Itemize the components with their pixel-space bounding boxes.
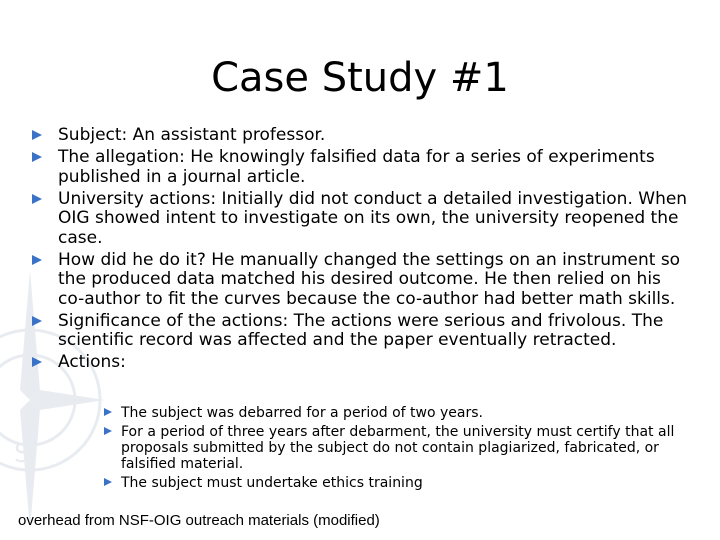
bullet-item (32, 312, 692, 351)
subbullet-item (104, 475, 684, 491)
slide-title: Case Study #1 (211, 55, 509, 101)
subbullet-text: For a period of three years after debarment, the university must certify that all proposals submitted by the subject do not contain plagiarized, fabricated, or falsified material. (121, 424, 675, 472)
footer-caption: overhead from NSF-OIG outreach materials (modified) (18, 512, 380, 529)
bullet-text: Subject: An assistant professor. (58, 125, 326, 145)
triangle-bullet-icon (104, 408, 112, 416)
subbullet-item (104, 424, 684, 472)
main-bullet-list (32, 126, 692, 375)
bullet-item (32, 251, 692, 310)
bullet-text: How did he do it? He manually changed the settings on an instrument so the produced data matched his desired outcome. He then relied on his co-author to fit the curves because the co-author had better math skills. (58, 249, 681, 309)
triangle-bullet-icon (32, 357, 42, 367)
triangle-bullet-icon (104, 427, 112, 435)
triangle-bullet-icon (104, 478, 112, 486)
bullet-text: The allegation: He knowingly falsified data for a series of experiments published in a journal article. (58, 147, 655, 187)
svg-text:S: S (14, 439, 31, 469)
bullet-item (32, 148, 692, 187)
subbullet-text: The subject was debarred for a period of two years. (121, 405, 483, 421)
triangle-bullet-icon (32, 130, 42, 140)
triangle-bullet-icon (32, 152, 42, 162)
bullet-text: University actions: Initially did not conduct a detailed investigation. When OIG showed intent to investigate on its own, the university reopened the case. (58, 188, 688, 248)
bullet-item (32, 353, 692, 373)
actions-subbullet-list (104, 405, 684, 494)
triangle-bullet-icon (32, 255, 42, 265)
bullet-text: Actions: (58, 352, 126, 372)
bullet-item (32, 126, 692, 146)
triangle-bullet-icon (32, 194, 42, 204)
subbullet-item (104, 405, 684, 421)
triangle-bullet-icon (32, 316, 42, 326)
subbullet-text: The subject must undertake ethics training (121, 475, 423, 491)
bullet-text: Significance of the actions: The actions were serious and frivolous. The scientific record was affected and the paper eventually retracted. (58, 310, 664, 350)
bullet-item (32, 190, 692, 249)
